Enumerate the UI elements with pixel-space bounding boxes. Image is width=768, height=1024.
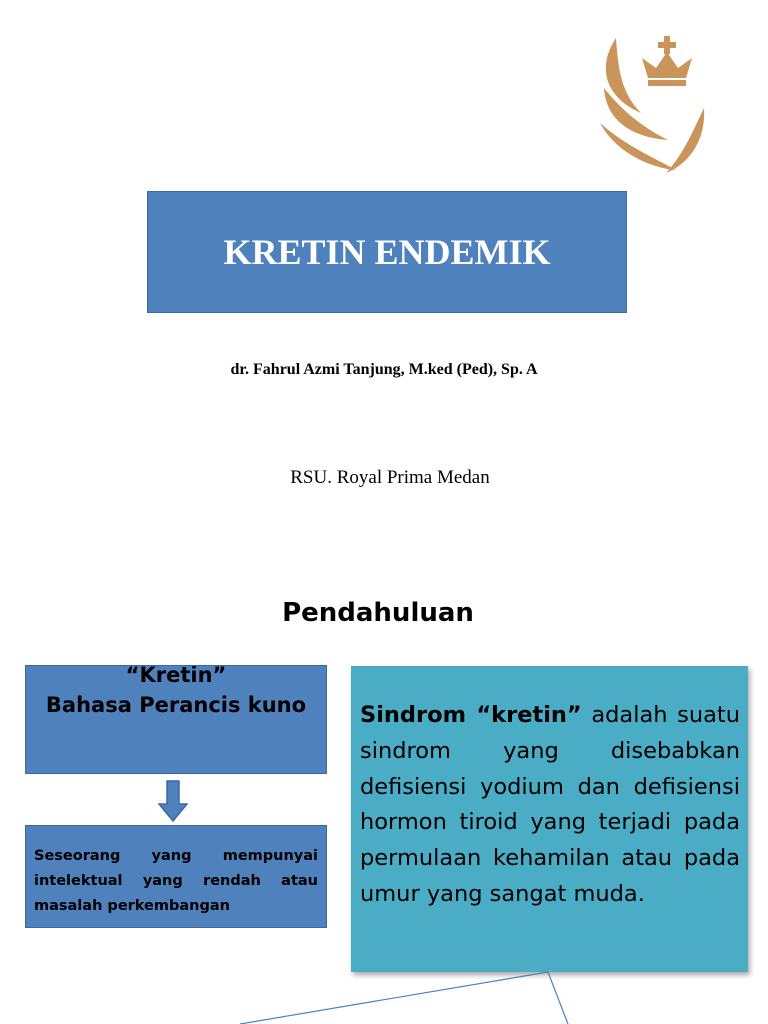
kretin-word: “Kretin” <box>125 665 227 687</box>
connector-lines <box>0 960 768 1024</box>
definition-lead: Sindrom “kretin” <box>360 702 582 728</box>
syndrome-definition-box <box>351 666 748 972</box>
author-name: dr. Fahrul Azmi Tanjung, M.ked (Ped), Sp. A <box>230 361 538 378</box>
section-heading: Pendahuluan <box>282 598 474 628</box>
title-box <box>147 191 627 313</box>
crown-flame-logo-icon <box>596 28 746 178</box>
kretin-meaning-box <box>25 825 327 928</box>
kretin-origin-box <box>25 665 327 774</box>
kretin-meaning-text: Seseorang yang mempunyai intelektual yang rendah atau masalah perkembangan <box>34 848 318 914</box>
definition-text: adalah suatu sindrom yang disebabkan defisiensi yodium dan defisiensi hormon tiroid yang terjadi pada permulaan kehamilan atau pada umur yang sangat muda. <box>360 702 740 907</box>
hospital-name: RSU. Royal Prima Medan <box>290 467 490 488</box>
presentation-title: KRETIN ENDEMIK <box>223 232 551 272</box>
down-arrow-icon <box>158 780 188 822</box>
kretin-language: Bahasa Perancis kuno <box>45 693 307 717</box>
